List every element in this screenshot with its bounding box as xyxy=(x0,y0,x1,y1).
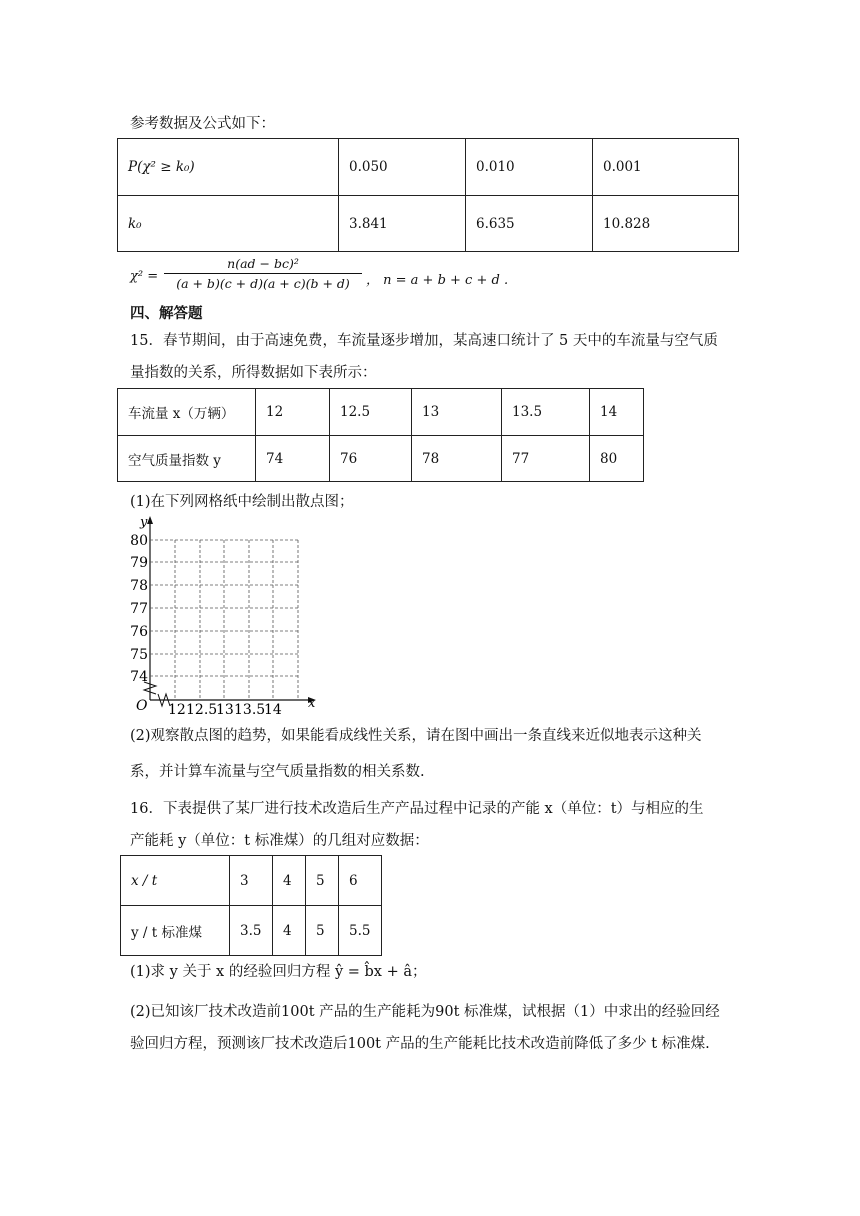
y-value: 78 xyxy=(412,436,502,482)
y-tick-label: 74 xyxy=(130,669,148,685)
section-title: 四、解答题 xyxy=(130,305,203,322)
x-value: 13 xyxy=(412,389,502,436)
x-tick-label: 13 xyxy=(216,702,234,716)
x-value: 4 xyxy=(273,856,306,906)
y-tick-label: 76 xyxy=(130,624,148,640)
p-value: 0.001 xyxy=(593,139,739,196)
x-value: 3 xyxy=(230,856,273,906)
q16-part1: (1)求 y 关于 x 的经验回归方程 ŷ = b̂x + â； xyxy=(130,964,427,980)
q16-line2: 产能耗 y（单位：t 标准煤）的几组对应数据： xyxy=(130,833,429,849)
formula-denominator: (a + b)(c + d)(a + c)(b + d) xyxy=(176,276,350,291)
x-tick-label: 13.5 xyxy=(234,702,266,716)
x-value: 6 xyxy=(339,856,382,906)
k-value: 6.635 xyxy=(466,196,593,252)
k-label: k₀ xyxy=(118,196,339,252)
y-value: 76 xyxy=(330,436,412,482)
p-value: 0.050 xyxy=(339,139,466,196)
q16-line1: 16．下表提供了某厂进行技术改造后生产产品过程中记录的产能 x（单位：t）与相应的生 xyxy=(130,801,704,817)
k-value: 3.841 xyxy=(339,196,466,252)
y-value: 77 xyxy=(502,436,590,482)
y-value: 74 xyxy=(256,436,330,482)
q15-line2: 量指数的关系，所得数据如下表所示： xyxy=(130,365,377,381)
x-value: 5 xyxy=(306,856,339,906)
y-value: 5.5 xyxy=(339,906,382,956)
q15-line1: 15．春节期间，由于高速免费，车流量逐步增加，某高速口统计了 5 天中的车流量与空气质 xyxy=(130,333,718,349)
x-value: 14 xyxy=(590,389,644,436)
y-tick-label: 78 xyxy=(130,578,148,594)
y-row-label: 空气质量指数 y xyxy=(118,436,256,482)
origin-label: O xyxy=(136,698,148,714)
p-value: 0.010 xyxy=(466,139,593,196)
y-tick-label: 75 xyxy=(130,647,148,663)
p-label: P(χ² ≥ k₀) xyxy=(118,139,339,196)
formula-lhs: χ² = xyxy=(130,269,159,284)
blank-grid xyxy=(120,510,330,716)
y-axis-label: y xyxy=(140,515,148,530)
y-value: 4 xyxy=(273,906,306,956)
y-value: 5 xyxy=(306,906,339,956)
ref-intro: 参考数据及公式如下： xyxy=(130,116,275,132)
x-tick-label: 14 xyxy=(264,702,282,716)
y-tick-label: 79 xyxy=(130,555,148,571)
x-tick-label: 12 xyxy=(168,702,186,716)
q16-part2-line1: (2)已知该厂技术改造前100t 产品的生产能耗为90t 标准煤，试根据（1）中求出的经验回经 xyxy=(130,1004,720,1020)
x-row-label: 车流量 x（万辆） xyxy=(118,389,256,436)
traffic-table xyxy=(117,388,644,482)
q16-part2-line2: 验回归方程，预测该厂技术改造后100t 产品的生产能耗比技术改造前降低了多少 t 标准煤. xyxy=(130,1036,710,1052)
k-value: 10.828 xyxy=(593,196,739,252)
x-axis-label: x xyxy=(308,696,316,711)
y-tick-label: 80 xyxy=(130,533,148,549)
x-value: 12 xyxy=(256,389,330,436)
q15-part2-line1: (2)观察散点图的趋势，如果能看成线性关系，请在图中画出一条直线来近似地表示这种关 xyxy=(130,728,702,744)
y-value: 3.5 xyxy=(230,906,273,956)
q15-part1: (1)在下列网格纸中绘制出散点图； xyxy=(130,494,354,510)
x-tick-label: 12.5 xyxy=(186,702,218,716)
y-tick-label: 77 xyxy=(130,601,148,617)
reference-table xyxy=(117,138,739,252)
x-value: 12.5 xyxy=(330,389,412,436)
energy-table xyxy=(120,855,382,956)
x-value: 13.5 xyxy=(502,389,590,436)
formula-tail: ， n = a + b + c + d . xyxy=(366,273,509,288)
x-row-label: x / t xyxy=(121,856,230,906)
y-row-label: y / t 标准煤 xyxy=(121,906,230,956)
y-value: 80 xyxy=(590,436,644,482)
q15-part2-line2: 系，并计算车流量与空气质量指数的相关系数. xyxy=(130,764,425,780)
formula-numerator: n(ad − bc)² xyxy=(227,256,299,271)
